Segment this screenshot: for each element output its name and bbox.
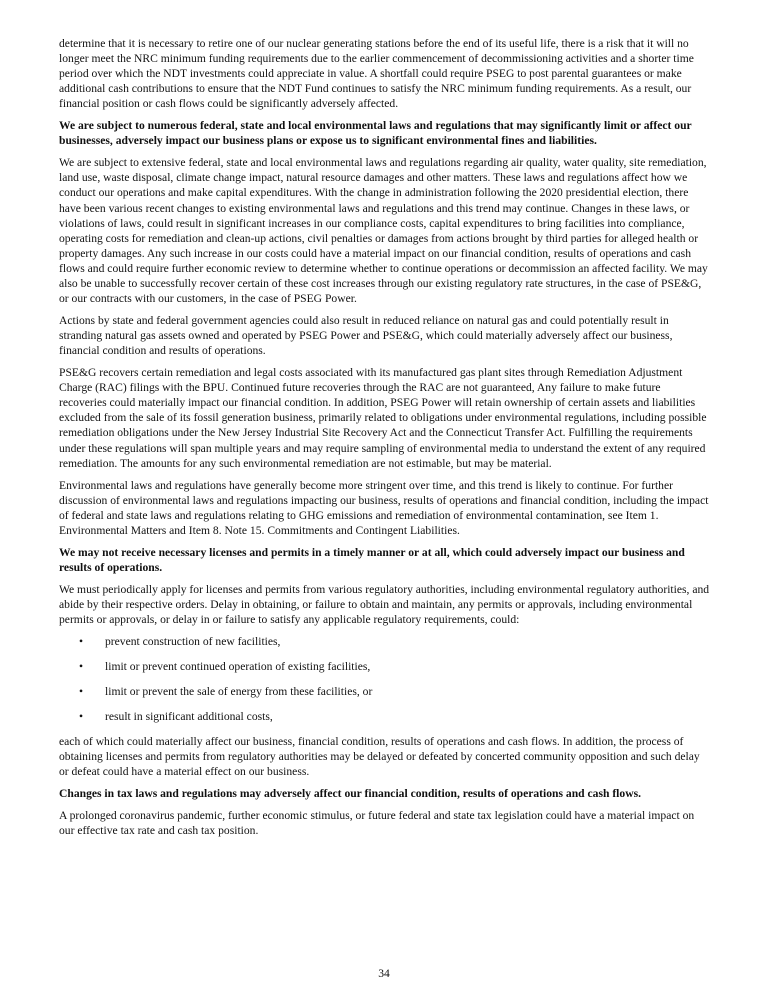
page-number: 34 bbox=[378, 967, 390, 980]
list-item-text: result in significant additional costs, bbox=[105, 710, 273, 724]
paragraph-remediation-costs: PSE&G recovers certain remediation and legal costs associated with its manufactured gas plant sites through Remediation Adjustment Charge (RAC) filings with the BPU. Continued future recoveries through the RAC are not guaranteed, Any failure to make future recoveries could materially impact our financial condition. In addition, PSEG Power will retain ownership of certain assets and liabilities excluded from the sale of its fossil generation business, primarily related to obligations under environmental regulations, including possible remediation obligations under the New Jersey Industrial Site Recovery Act and the Connecticut Transfer Act. Fulfilling the requirements under these regulations will span multiple years and may require sampling of environmental media to understand the extent of any required remediation. The amounts for any such environmental remediation are not estimable, but may be material. bbox=[59, 366, 707, 470]
bullet-icon: • bbox=[79, 710, 84, 724]
bullet-icon: • bbox=[79, 634, 84, 648]
paragraph-tax-impact: A prolonged coronavirus pandemic, further economic stimulus, or future federal and state tax legislation could have a material impact on our effective tax rate and cash tax position. bbox=[59, 809, 695, 838]
list-item bbox=[59, 684, 711, 699]
paragraph-environmental-regulations: We are subject to extensive federal, state and local environmental laws and regulations regarding air quality, water quality, site remediation, land use, waste disposal, climate change impact, natural resource damages and other matters. These laws and regulations affect how we conduct our operations and make capital expenditures. With the change in administration following the 2020 presidential election, there have been various recent changes to existing environmental laws and regulations and this trend may continue. Changes in these laws, or violations of laws, could result in significant increases in our compliance costs, capital expenditures to bring facilities into compliance, operating costs for remediation and clean-up actions, civil penalties or damages from actions brought by third parties for alleged health or property damages. Any such increase in our costs could have a material impact on our financial condition, results of operations and cash flows and could require further economic review to determine whether to continue operations or decommission an affected facility. We may also be unable to successfully recover certain of these cost increases through our existing regulatory rate structures, in the case of PSE&G, or our contracts with our customers, in the case of PSEG Power. bbox=[59, 156, 708, 306]
list-item-text: prevent construction of new facilities, bbox=[105, 634, 281, 648]
paragraph-stringent-laws: Environmental laws and regulations have generally become more stringent over time, and this trend is likely to continue. For further discussion of environmental laws and regulations impacting our business, results of operations and financial condition, including the impact of federal and state laws and regulations relating to GHG emissions and remediation of environmental contamination, see Item 1. Environmental Matters and Item 8. Note 15. Commitments and Contingent Liabilities. bbox=[59, 478, 709, 537]
list-item-text: limit or prevent continued operation of existing facilities, bbox=[105, 659, 371, 673]
heading-environmental-laws: We are subject to numerous federal, state and local environmental laws and regulations that may significantly limit or affect our businesses, adversely impact our business plans or expose us to significant environmental fines and liabilities. bbox=[59, 119, 692, 148]
paragraph-permit-consequences: each of which could materially affect our business, financial condition, results of operations and cash flows. In addition, the process of obtaining licenses and permits from regulatory authorities may be delayed or defeated by concerted community opposition and such delay or defeat could have a material effect on our business. bbox=[59, 735, 700, 779]
bullet-list bbox=[59, 634, 711, 724]
list-item bbox=[59, 659, 711, 674]
list-item bbox=[59, 634, 711, 649]
bullet-icon: • bbox=[79, 659, 84, 673]
list-item-text: limit or prevent the sale of energy from these facilities, or bbox=[105, 684, 373, 698]
paragraph-nrc-funding: determine that it is necessary to retire one of our nuclear generating stations before the end of its useful life, there is a risk that it will no longer meet the NRC minimum funding requirements due to the earlier commencement of decommissioning activities and a shorter time period over which the NDT investments could appreciate in value. A shortfall could require PSEG to post parental guarantees or make additional cash contributions to ensure that the NDT Fund continues to satisfy the NRC minimum funding requirements. As a result, our financial position or cash flows could be significantly adversely affected. bbox=[59, 37, 694, 111]
heading-tax-laws: Changes in tax laws and regulations may adversely affect our financial condition, results of operations and cash flows. bbox=[59, 787, 641, 801]
document-page bbox=[59, 36, 711, 845]
paragraph-natural-gas-reliance: Actions by state and federal government agencies could also result in reduced reliance on natural gas and could potentially result in stranding natural gas assets owned and operated by PSEG Power and PSE&G, which could materially adversely affect our business, financial condition and results of operations. bbox=[59, 313, 673, 358]
list-item bbox=[59, 709, 711, 724]
bullet-icon: • bbox=[79, 684, 84, 698]
heading-licenses-permits: We may not receive necessary licenses and permits in a timely manner or at all, which could adversely impact our business and results of operations. bbox=[59, 545, 685, 574]
paragraph-permit-applications: We must periodically apply for licenses and permits from various regulatory authorities, including environmental regulatory authorities, and abide by their respective orders. Delay in obtaining, or failure to obtain and maintain, any permits or approvals, including environmental permits or approvals, or delay in or failure to satisfy any applicable regulatory requirements, could: bbox=[59, 582, 710, 626]
